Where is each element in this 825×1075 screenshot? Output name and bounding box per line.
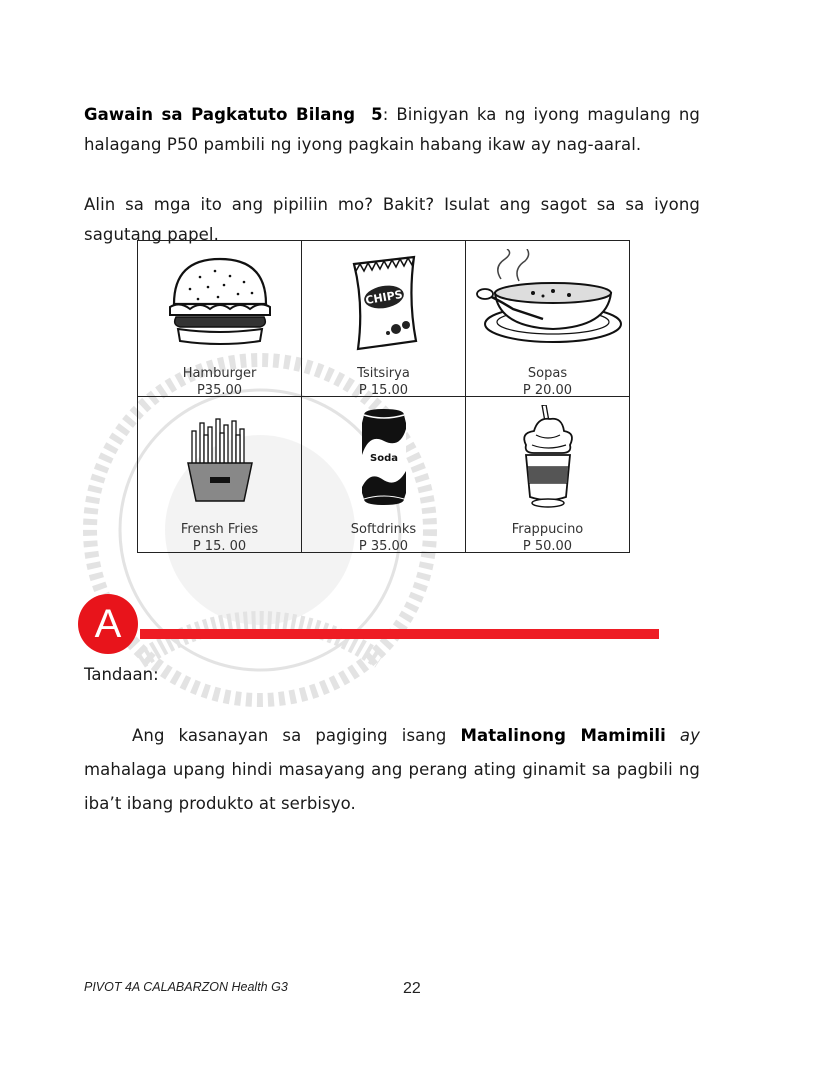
activity-separator: : — [382, 105, 389, 124]
food-cell-hamburger — [138, 241, 302, 397]
food-name: Tsitsirya — [357, 366, 410, 381]
soda-label: Soda — [369, 453, 398, 464]
activity-number: 5 — [371, 105, 383, 124]
food-price: P 35.00 — [358, 539, 409, 554]
tandaan-paragraph — [84, 719, 700, 821]
food-cell-softdrinks — [302, 397, 466, 553]
food-name: Frensh Fries — [180, 522, 259, 537]
food-price: P 50.00 — [522, 539, 573, 554]
section-divider-bar — [140, 629, 659, 639]
food-name: Frappucino — [511, 522, 584, 537]
frappuccino-icon — [488, 405, 608, 515]
footer-source: PIVOT 4A CALABARZON Health G3 — [84, 980, 288, 994]
tandaan-rest: mahalaga upang hindi masayang ang perang ating ginamit sa pagbili ng iba’t ibang produkto at serbisyo. — [84, 760, 700, 813]
food-cell-chips — [302, 241, 466, 397]
soup-icon — [473, 249, 623, 359]
page-number: 22 — [403, 980, 421, 997]
food-cell-frappucino — [466, 397, 630, 553]
food-name: Hamburger — [182, 366, 257, 381]
tandaan-intro: Ang kasanayan sa pagiging isang — [132, 726, 447, 745]
activity-question: Alin sa mga ito ang pipiliin mo? Bakit? Isulat ang sagot sa sa iyong sagutang papel. — [84, 195, 700, 244]
food-cell-fries — [138, 397, 302, 553]
food-name: Softdrinks — [350, 522, 417, 537]
food-cell-soup — [466, 241, 630, 397]
food-choices-table — [137, 240, 630, 553]
tandaan-italic: ay — [679, 726, 700, 745]
chips-label: CHIPS — [364, 287, 404, 308]
food-price: P 20.00 — [522, 383, 573, 398]
food-price: P 15.00 — [358, 383, 409, 398]
food-price: P35.00 — [196, 383, 243, 398]
section-a-badge: A — [78, 594, 138, 654]
hamburger-icon — [160, 249, 280, 359]
activity-text: Binigyan ka ng iyong magulang ng halagang P50 pambili ng iyong pagkain habang ikaw ay nag-aaral. — [84, 105, 700, 154]
food-price: P 15. 00 — [192, 539, 247, 554]
food-name: Sopas — [527, 366, 568, 381]
french-fries-icon — [160, 405, 280, 515]
tandaan-bold: Matalinong Mamimili — [460, 726, 666, 745]
activity-title: Gawain sa Pagkatuto Bilang — [84, 105, 356, 124]
soda-can-icon — [324, 405, 444, 515]
tandaan-heading: Tandaan: — [84, 665, 159, 684]
activity-paragraph — [84, 100, 700, 160]
chips-icon — [324, 249, 444, 359]
